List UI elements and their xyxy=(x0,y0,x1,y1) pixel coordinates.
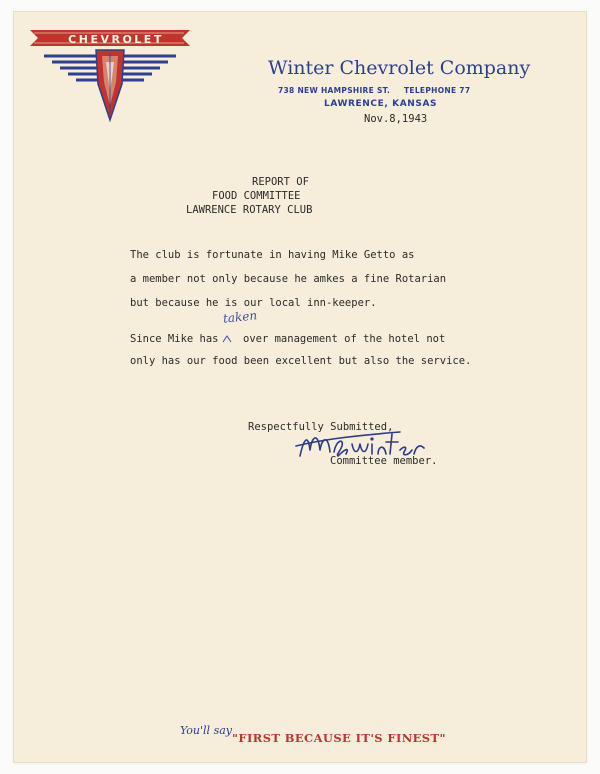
company-telephone: TELEPHONE 77 xyxy=(404,86,471,95)
body-line: only has our food been excellent but also the service. xyxy=(130,355,472,367)
signer-role: Committee member. xyxy=(330,455,438,467)
body-line: but because he is our local inn-keeper. xyxy=(130,297,377,309)
company-address: 738 NEW HAMPSHIRE ST. xyxy=(278,86,391,95)
footer-slogan: "FIRST BECAUSE IT'S FINEST" xyxy=(232,731,446,745)
body-line: The club is fortunate in having Mike Getto as xyxy=(130,249,415,261)
body-line-rest: over management of the hotel not xyxy=(243,333,446,345)
body-line-start: Since Mike has xyxy=(130,333,219,345)
insertion-caret-mark xyxy=(221,330,245,344)
company-name: Winter Chevrolet Company xyxy=(268,57,531,79)
footer-tagline-prefix: You'll say xyxy=(180,724,232,737)
company-city: LAWRENCE, KANSAS xyxy=(324,99,438,109)
body-line: a member not only because he amkes a fine Rotarian xyxy=(130,273,447,285)
letter-date: Nov.8,1943 xyxy=(364,113,428,125)
closing-line: Respectfully Submitted, xyxy=(248,421,394,433)
report-heading-line: FOOD COMMITTEE xyxy=(212,190,301,202)
report-heading-line: LAWRENCE ROTARY CLUB xyxy=(186,204,313,216)
handwritten-signature xyxy=(290,420,440,476)
handwritten-insertion: taken xyxy=(222,308,258,326)
logo-wordmark: CHEVROLET xyxy=(68,33,164,46)
report-heading-line: REPORT OF xyxy=(252,176,309,188)
